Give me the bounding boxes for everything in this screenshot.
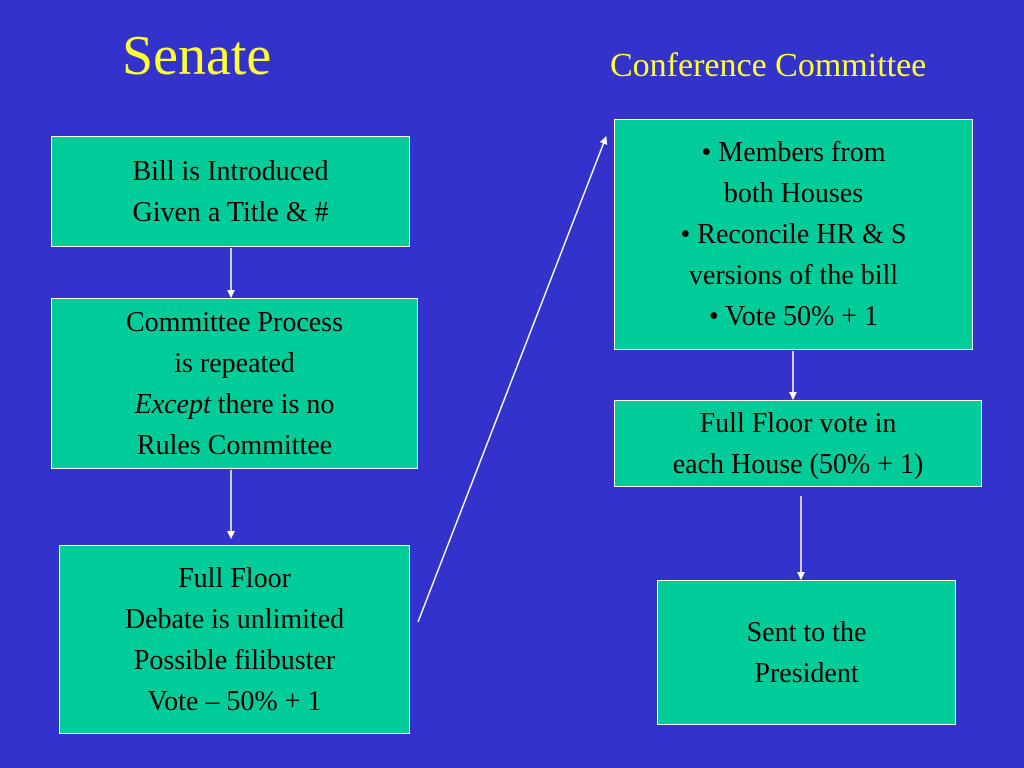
reconcile-line: • Reconcile HR & S bbox=[680, 219, 907, 250]
bill-introduced-box bbox=[51, 136, 410, 247]
members-line: • Members from bbox=[701, 137, 886, 168]
committee-process-box bbox=[51, 298, 418, 469]
president-line: President bbox=[754, 657, 859, 689]
full-floor-vote-line: Full Floor vote in bbox=[699, 407, 897, 439]
title-number-line: Given a Title & # bbox=[132, 196, 329, 228]
filibuster-line: Possible filibuster bbox=[133, 644, 336, 676]
senate-title: Senate bbox=[122, 25, 272, 87]
bill-introduced-line: Bill is Introduced bbox=[132, 155, 329, 187]
full-floor-vote-box bbox=[614, 400, 982, 487]
rules-committee-line: Rules Committee bbox=[136, 429, 333, 461]
arrow-floor-to-conference bbox=[418, 137, 606, 622]
vote-line: Vote – 50% + 1 bbox=[147, 685, 322, 717]
full-floor-box bbox=[59, 545, 410, 734]
conference-vote-line: • Vote 50% + 1 bbox=[708, 301, 879, 332]
debate-line: Debate is unlimited bbox=[124, 603, 345, 635]
both-houses-line: both Houses bbox=[723, 178, 864, 209]
committee-process-line: Committee Process bbox=[126, 306, 343, 338]
sent-to-president-box bbox=[657, 580, 956, 725]
full-floor-line: Full Floor bbox=[178, 562, 291, 594]
conference-committee-box bbox=[614, 119, 973, 350]
sent-to-line: Sent to the bbox=[746, 616, 867, 648]
conference-committee-title: Conference Committee bbox=[610, 47, 927, 84]
is-repeated-line: is repeated bbox=[174, 347, 295, 379]
except-word: Except bbox=[134, 388, 211, 420]
except-line bbox=[135, 384, 335, 425]
except-rest: there is no bbox=[210, 388, 335, 420]
versions-line: versions of the bill bbox=[688, 260, 899, 291]
each-house-line: each House (50% + 1) bbox=[672, 448, 924, 480]
